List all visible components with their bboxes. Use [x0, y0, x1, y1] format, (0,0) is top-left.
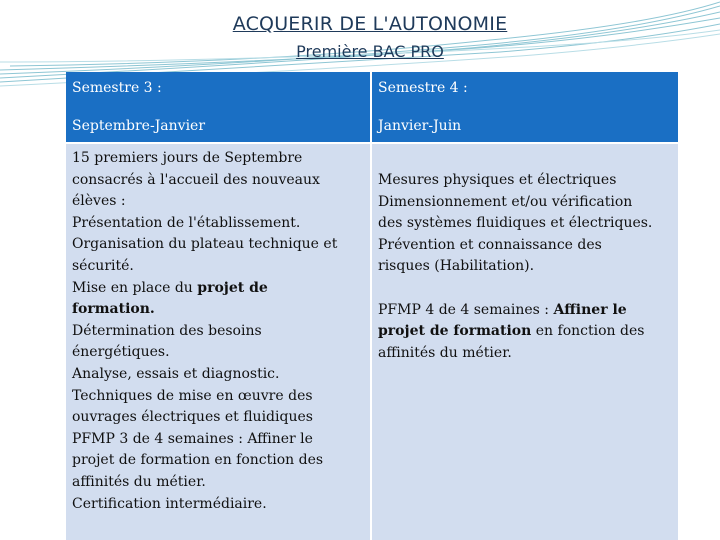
sem3-line: énergétiques.	[72, 344, 170, 361]
sem3-line: Certification intermédiaire.	[72, 495, 267, 512]
header-cell-semestre-4	[371, 72, 678, 106]
sem3-line: Techniques de mise en œuvre des	[72, 387, 313, 404]
semestre-3-label: Semestre 3 :	[72, 80, 162, 96]
page-subtitle: Première BAC PRO	[296, 42, 444, 61]
sem3-bold-text: projet de	[197, 279, 268, 296]
paragraph-gap	[378, 278, 674, 300]
content-row	[66, 143, 678, 540]
sem4-line: Prévention et connaissance des	[378, 236, 602, 253]
sem3-line: Détermination des besoins	[72, 322, 262, 339]
semestre-3-period: Septembre-Janvier	[72, 118, 206, 134]
sem3-line: PFMP 3 de 4 semaines : Affiner le	[72, 430, 313, 447]
sem3-line: ouvrages électriques et fluidiques	[72, 409, 313, 426]
semester-table	[66, 72, 678, 540]
sem3-line: 15 premiers jours de Septembre	[72, 150, 303, 166]
sem3-line: formation.	[72, 301, 155, 318]
sem4-line-pfmp	[378, 300, 674, 322]
sem3-line: affinités du métier.	[72, 473, 206, 490]
sem3-line: Analyse, essais et diagnostic.	[72, 365, 280, 382]
header-row-periods	[66, 106, 678, 143]
sem4-bold-text: Affiner le	[553, 301, 627, 318]
header-cell-semestre-3	[66, 72, 371, 106]
semestre-3-content	[66, 143, 371, 540]
sem4-text: en fonction des	[535, 323, 645, 340]
sem3-line-projet	[72, 278, 366, 300]
semestre-4-content	[371, 143, 678, 540]
sem4-line: risques (Habilitation).	[378, 258, 535, 275]
sem4-line-projet	[378, 321, 674, 343]
sem4-text: PFMP 4 de 4 semaines :	[378, 301, 549, 318]
sem3-line: Présentation de l'établissement.	[72, 214, 301, 231]
sem4-line: Mesures physiques et électriques	[378, 172, 617, 188]
sem3-line: projet de formation en fonction des	[72, 452, 324, 469]
sem3-line: consacrés à l'accueil des nouveaux	[72, 171, 320, 188]
semestre-4-period: Janvier-Juin	[378, 118, 462, 134]
header-row-semesters	[66, 72, 678, 106]
sem3-line: Organisation du plateau technique et	[72, 236, 338, 253]
sem4-line: affinités du métier.	[378, 344, 512, 361]
period-cell-semestre-4	[371, 106, 678, 143]
sem3-line: élèves :	[72, 193, 126, 210]
sem3-line: sécurité.	[72, 257, 134, 274]
sem4-bold-text: projet de formation	[378, 323, 532, 340]
semestre-4-label: Semestre 4 :	[378, 80, 468, 96]
page-title: ACQUERIR DE L'AUTONOMIE	[232, 13, 508, 35]
sem4-line: des systèmes fluidiques et électriques.	[378, 215, 653, 232]
sem3-text: Mise en place du	[72, 279, 193, 296]
period-cell-semestre-3	[66, 106, 371, 143]
sem4-line: Dimensionnement et/ou vérification	[378, 193, 633, 210]
